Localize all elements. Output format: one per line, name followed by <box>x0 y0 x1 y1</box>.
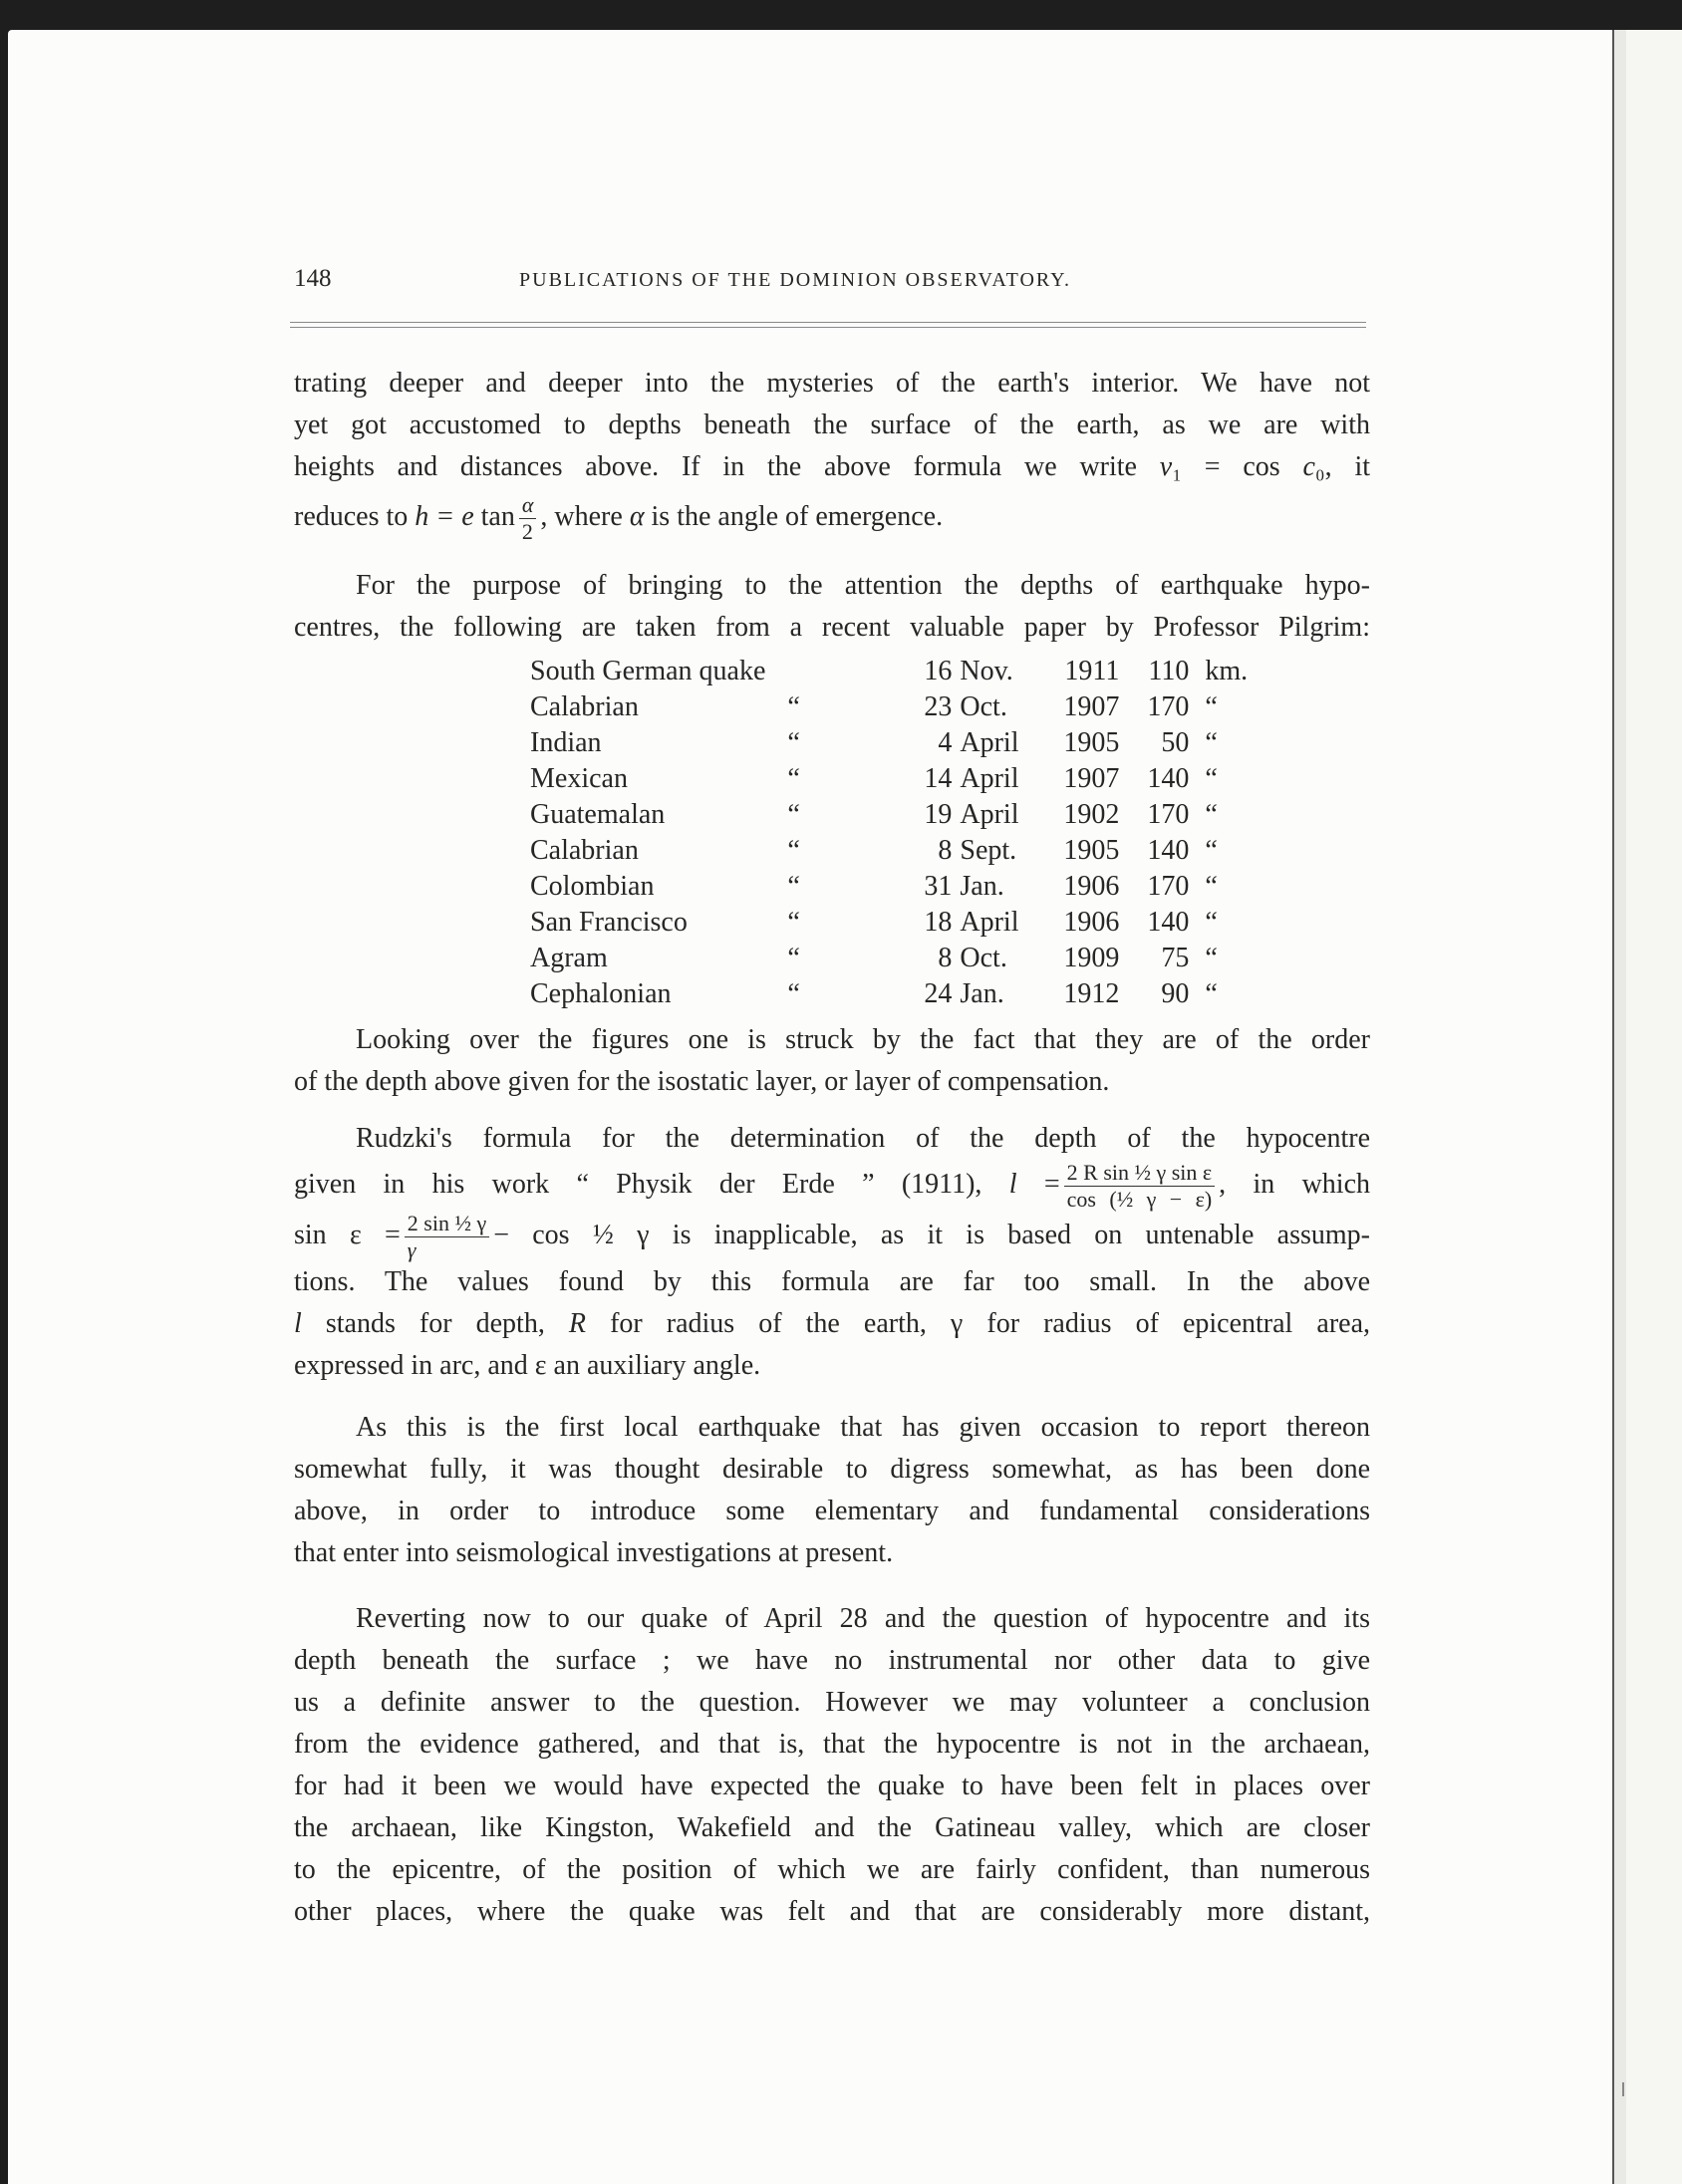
math-var: c <box>1302 451 1315 482</box>
quake-month: Sept. <box>960 835 1017 866</box>
quake-unit: “ <box>1205 943 1218 973</box>
quake-unit: “ <box>1205 835 1218 866</box>
quake-name: Cephalonian <box>530 978 672 1009</box>
quake-month: April <box>960 763 1019 794</box>
paragraph-line: to the epicentre, of the position of which we are fairly confident, than numerous <box>294 1854 1370 1885</box>
quake-name: Guatemalan <box>530 799 666 830</box>
table-row <box>530 869 1264 905</box>
table-row <box>530 761 1264 797</box>
table-row <box>530 797 1264 833</box>
quake-day: 19 <box>924 799 953 830</box>
quake-year: 1907 <box>1063 763 1120 794</box>
quake-day: 24 <box>924 978 953 1009</box>
text-run: ₁ = cos <box>1172 451 1280 482</box>
table-row <box>530 905 1264 941</box>
quake-depth: 170 <box>1147 799 1190 830</box>
paragraph-line <box>294 1162 1370 1211</box>
text-run: reduces to <box>294 500 409 532</box>
paragraph-1 <box>294 363 1370 543</box>
quake-year: 1902 <box>1063 799 1120 830</box>
quake-depth: 170 <box>1147 871 1190 902</box>
quake-depth: 140 <box>1147 835 1190 866</box>
paragraph-line: Looking over the figures one is struck by the fact that they are of the order <box>356 1024 1370 1055</box>
quake-depth: 75 <box>1161 943 1190 973</box>
quake-depth: 110 <box>1148 656 1190 686</box>
quake-unit: “ <box>1205 763 1218 794</box>
text-run: heights and distances above. If in the above formula we write <box>294 451 1137 482</box>
quake-depth: 50 <box>1161 727 1190 758</box>
paragraph-line: somewhat fully, it was thought desirable to digress somewhat, as has been done <box>294 1454 1370 1485</box>
quake-year: 1911 <box>1064 656 1120 686</box>
quake-year: 1905 <box>1063 727 1120 758</box>
quake-q: “ <box>787 691 800 722</box>
quake-name: Agram <box>530 943 608 973</box>
quake-q: “ <box>787 943 800 973</box>
table-row <box>530 689 1264 725</box>
quake-month: April <box>960 727 1019 758</box>
text-run: − cos ½ γ is inapplicable, as it is based on untenable assump- <box>493 1219 1370 1250</box>
text-run: tan <box>480 500 515 532</box>
quake-q: “ <box>787 871 800 902</box>
quake-year: 1907 <box>1063 691 1120 722</box>
quake-unit: “ <box>1205 691 1218 722</box>
quake-depth: 170 <box>1147 691 1190 722</box>
fraction-denominator: 2 <box>519 518 537 543</box>
math-var: R <box>568 1308 586 1339</box>
paragraph-2 <box>294 565 1370 649</box>
quake-q: “ <box>787 835 800 866</box>
fraction-numerator: 2 R sin ½ γ sin ε <box>1066 1160 1213 1185</box>
text-run: = <box>1043 1168 1060 1200</box>
quake-month: Oct. <box>960 691 1007 722</box>
quake-name: Mexican <box>530 763 628 794</box>
math-formula: h = e <box>415 500 474 532</box>
quake-q <box>765 654 897 689</box>
header-rule-bottom <box>290 327 1366 328</box>
quake-month: Jan. <box>960 871 1004 902</box>
quake-name: Indian <box>530 727 602 758</box>
quake-day: 18 <box>924 907 953 938</box>
fraction-denominator: γ <box>405 1236 489 1261</box>
paragraph-line <box>294 494 1370 543</box>
table-row <box>530 833 1264 869</box>
fraction-denominator: cos (½ γ − ε) <box>1064 1186 1215 1211</box>
header-rule-top <box>290 322 1366 323</box>
paragraph-line: for had it been we would have expected the quake to have been felt in places over <box>294 1771 1370 1801</box>
quake-month: Nov. <box>960 656 1013 686</box>
table-row <box>530 725 1264 761</box>
paragraph-6 <box>294 1598 1370 1933</box>
quake-year: 1912 <box>1063 978 1120 1009</box>
text-run: is the angle of emergence. <box>651 500 944 532</box>
text-run: for radius of the earth, γ for radius of epicentral area, <box>610 1308 1370 1339</box>
quake-q: “ <box>787 978 800 1009</box>
table-row <box>530 654 1264 689</box>
quake-unit: “ <box>1205 871 1218 902</box>
quake-unit: km. <box>1205 656 1249 686</box>
quake-day: 8 <box>938 943 953 973</box>
text-run: ₀, it <box>1314 451 1371 482</box>
math-var: α <box>629 500 645 532</box>
earthquake-depth-table <box>530 654 1264 1012</box>
paragraph-line: expressed in arc, and ε an auxiliary angle. <box>294 1350 761 1381</box>
fraction-numerator: 2 sin ½ γ <box>407 1211 487 1235</box>
fraction-rudzki <box>1064 1162 1215 1211</box>
quake-day: 4 <box>938 727 953 758</box>
paragraph-line: trating deeper and deeper into the mysteries of the earth's interior. We have not <box>294 368 1370 399</box>
quake-depth: 140 <box>1147 907 1190 938</box>
quake-q: “ <box>787 799 800 830</box>
quake-depth: 140 <box>1147 763 1190 794</box>
page-content <box>8 30 1612 2184</box>
quake-q: “ <box>787 763 800 794</box>
paragraph-line: tions. The values found by this formula are far too small. In the above <box>294 1266 1370 1297</box>
page-edge <box>1612 30 1626 2184</box>
quake-unit: “ <box>1205 907 1218 938</box>
quake-month: April <box>960 907 1019 938</box>
math-var: l <box>1008 1168 1017 1200</box>
quake-q: “ <box>787 907 800 938</box>
quake-day: 14 <box>924 763 953 794</box>
paragraph-line: As this is the first local earthquake that has given occasion to report thereon <box>356 1412 1370 1443</box>
quake-month: April <box>960 799 1019 830</box>
quake-depth: 90 <box>1161 978 1190 1009</box>
running-header <box>294 265 1366 299</box>
running-title: PUBLICATIONS OF THE DOMINION OBSERVATORY. <box>519 269 1071 291</box>
quake-unit: “ <box>1205 727 1218 758</box>
table-row <box>530 976 1264 1012</box>
text-run: , where <box>540 500 623 532</box>
quake-name: San Francisco <box>530 907 688 938</box>
math-var: v <box>1159 451 1173 482</box>
quake-name: Calabrian <box>530 691 639 722</box>
table-row <box>530 941 1264 976</box>
paragraph-3 <box>294 1019 1370 1103</box>
quake-day: 23 <box>924 691 953 722</box>
quake-name: South German quake <box>530 656 766 686</box>
paragraph-line: the archaean, like Kingston, Wakefield and the Gatineau valley, which are closer <box>294 1812 1370 1843</box>
quake-unit: “ <box>1205 799 1218 830</box>
text-run: stands for depth, <box>325 1308 545 1339</box>
next-page-edge <box>1626 30 1682 2184</box>
quake-month: Oct. <box>960 943 1007 973</box>
text-run: given in his work “ Physik der Erde ” (1911), <box>294 1168 982 1200</box>
quake-day: 16 <box>924 656 953 686</box>
quake-day: 31 <box>924 871 953 902</box>
quake-name: Colombian <box>530 871 655 902</box>
fraction-alpha-half <box>519 494 537 543</box>
paragraph-line <box>294 446 1370 488</box>
math-var: l <box>294 1308 302 1339</box>
paragraph-line <box>294 1303 1370 1345</box>
paragraph-line: depth beneath the surface ; we have no instrumental nor other data to give <box>294 1645 1370 1676</box>
paragraph-line: For the purpose of bringing to the attention the depths of earthquake hypo- <box>356 570 1370 601</box>
quake-q: “ <box>787 727 800 758</box>
paragraph-line: yet got accustomed to depths beneath the surface of the earth, as we are with <box>294 410 1370 440</box>
paragraph-line <box>294 1213 1370 1261</box>
paragraph-line: that enter into seismological investigations at present. <box>294 1537 894 1568</box>
paragraph-line: above, in order to introduce some elementary and fundamental considerations <box>294 1496 1370 1526</box>
paragraph-4 <box>294 1118 1370 1387</box>
paragraph-line: Reverting now to our quake of April 28 and the question of hypocentre and its <box>356 1603 1370 1634</box>
paragraph-line: centres, the following are taken from a recent valuable paper by Professor Pilgrim: <box>294 612 1370 643</box>
binding-mark <box>1622 2082 1624 2096</box>
quake-name: Calabrian <box>530 835 639 866</box>
text-run: , in which <box>1219 1168 1371 1200</box>
paragraph-5 <box>294 1407 1370 1574</box>
quake-year: 1909 <box>1063 943 1120 973</box>
quake-unit: “ <box>1205 978 1218 1009</box>
quake-year: 1906 <box>1063 871 1120 902</box>
paragraph-line: from the evidence gathered, and that is, that the hypocentre is not in the archaean, <box>294 1729 1370 1760</box>
paragraph-line: Rudzki's formula for the determination of the depth of the hypocentre <box>356 1123 1370 1154</box>
quake-year: 1906 <box>1063 907 1120 938</box>
quake-year: 1905 <box>1063 835 1120 866</box>
paragraph-line: us a definite answer to the question. However we may volunteer a conclusion <box>294 1687 1370 1718</box>
book-page <box>8 30 1612 2184</box>
fraction-numerator: α <box>521 492 534 517</box>
fraction-sin-epsilon <box>405 1213 489 1261</box>
table-body <box>530 654 1264 1012</box>
paragraph-line: of the depth above given for the isostatic layer, or layer of compensation. <box>294 1066 1110 1097</box>
page-number: 148 <box>294 265 332 292</box>
paragraph-line: other places, where the quake was felt and that are considerably more distant, <box>294 1896 1370 1927</box>
quake-month: Jan. <box>960 978 1004 1009</box>
quake-day: 8 <box>938 835 953 866</box>
text-run: sin ε = <box>294 1219 401 1250</box>
